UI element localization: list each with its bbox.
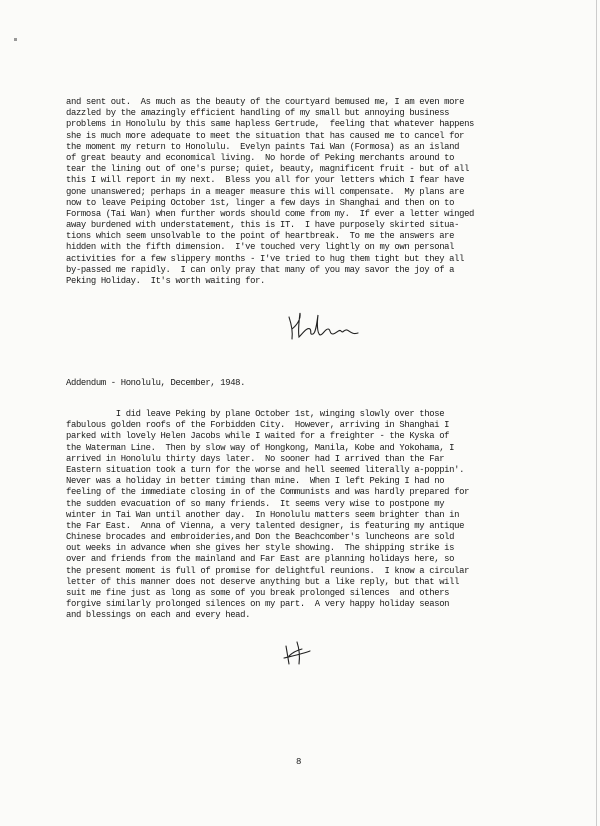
text-line: parked with lovely Helen Jacobs while I waited for a freighter - the Kyska of bbox=[66, 431, 450, 442]
initial-signature bbox=[280, 636, 312, 668]
text-line: the Far East. Anna of Vienna, a very talented designer, is featuring my antique bbox=[66, 520, 465, 531]
text-line: activities for a few slippery months - I've tried to hug them tight but they all bbox=[66, 253, 465, 264]
text-line: away burdened with understatement, this is IT. I have purposely skirted situa- bbox=[66, 220, 460, 231]
letter-paragraph-1 bbox=[66, 97, 566, 287]
text-line: feeling of the immediate closing in of the Communists and was hardly prepared for bbox=[66, 487, 470, 498]
text-line: the present moment is full of promise for delightful reunions. I know a circular bbox=[66, 565, 470, 576]
text-line: and blessings on each and every head. bbox=[66, 610, 251, 621]
page-number: 8 bbox=[296, 757, 302, 767]
text-line: by-passed me rapidly. I can only pray that many of you may savor the joy of a bbox=[66, 264, 455, 275]
text-line: of great beauty and economical living. No horde of Peking merchants around to bbox=[66, 152, 455, 163]
text-line: arrived in Honolulu thirty days later. No sooner had I arrived than the Far bbox=[66, 453, 445, 464]
text-line: forgive similarly prolonged silences on my part. A very happy holiday season bbox=[66, 599, 450, 610]
text-line: Never was a holiday in better timing than mine. When I left Peking I had no bbox=[66, 476, 445, 487]
addendum-heading: Addendum - Honolulu, December, 1948. bbox=[66, 378, 246, 388]
text-line: she is much more adequate to meet the situation that has caused me to cancel for bbox=[66, 130, 465, 141]
text-line: fabulous golden roofs of the Forbidden City. However, arriving in Shanghai I bbox=[66, 420, 450, 431]
letter-paragraph-2 bbox=[66, 409, 566, 622]
text-line: suit me fine just as long as some of you break prolonged silences and others bbox=[66, 588, 450, 598]
text-line: the Waterman Line. Then by slow way of Hongkong, Manila, Kobe and Yokohama, I bbox=[66, 442, 455, 453]
text-line: winter in Tai Wan until another day. In Honolulu matters seem brighter than in bbox=[66, 509, 460, 520]
margin-mark bbox=[596, 0, 597, 826]
text-line: problems in Honolulu by this same hapless Gertrude, feeling that whatever happens bbox=[66, 119, 475, 130]
text-line: the sudden evacuation of so many friends. It seems very wise to postpone my bbox=[66, 498, 445, 509]
text-line: I did leave Peking by plane October 1st, winging slowly over those bbox=[66, 409, 445, 419]
text-line: now to leave Peiping October 1st, linger a few days in Shanghai and then on to bbox=[66, 197, 455, 208]
text-line: tear the lining out of one's purse; quiet, beauty, magnificent fruit - but of all bbox=[66, 164, 470, 175]
text-line: and sent out. As much as the beauty of the courtyard bemused me, I am even more bbox=[66, 97, 465, 107]
helen-signature bbox=[283, 309, 363, 343]
text-line: out weeks in advance when she gives her style showing. The shipping strike is bbox=[66, 543, 455, 554]
text-line: Formosa (Tai Wan) when further words should come from my. If ever a letter winged bbox=[66, 208, 475, 219]
text-line: Chinese brocades and embroideries,and Don the Beachcomber's luncheons are sold bbox=[66, 532, 455, 543]
text-line: letter of this manner does not deserve anything but a like reply, but that will bbox=[66, 576, 460, 587]
text-line: Peking Holiday. It's worth waiting for. bbox=[66, 276, 266, 286]
text-line: tions which seem unsolvable to the point of heartbreak. To me the answers are bbox=[66, 231, 455, 242]
text-line: gone unanswered; perhaps in a meager measure this will compensate. My plans are bbox=[66, 186, 465, 197]
text-line: hidden with the fifth dimension. I've touched very lightly on my own personal bbox=[66, 242, 455, 253]
margin-mark bbox=[14, 38, 17, 41]
text-line: dazzled by the amazingly efficient handling of my small but annoying business bbox=[66, 108, 450, 119]
text-line: over and friends from the mainland and Far East are planning holidays here, so bbox=[66, 554, 455, 565]
text-line: the moment my return to Honolulu. Evelyn paints Tai Wan (Formosa) as an island bbox=[66, 141, 460, 152]
text-line: this I will report in my next. Bless you all for your letters which I fear have bbox=[66, 175, 465, 186]
text-line: Eastern situation took a turn for the worse and hell seemed literally a-poppin'. bbox=[66, 464, 465, 475]
